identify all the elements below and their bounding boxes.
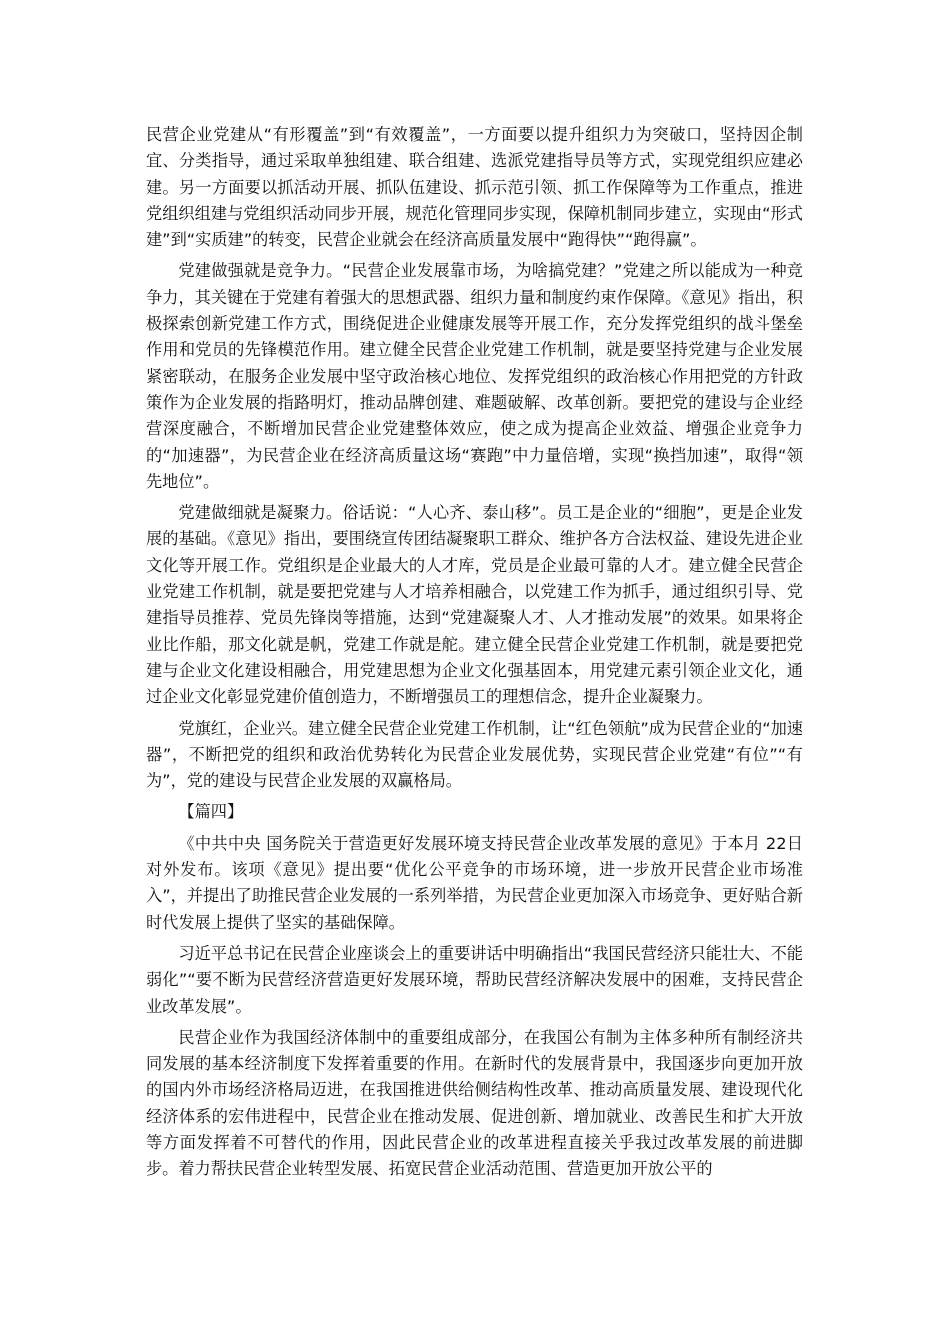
paragraph-4: 党旗红，企业兴。建立健全民营企业党建工作机制，让“红色领航”成为民营企业的“加速器”，不断把党的组织和政治优势转化为民营企业发展优势，实现民营企业党建“有位”“有为”，党的建设与民营企业发展的双赢格局。 <box>146 718 803 791</box>
section-paragraph-3: 民营企业作为我国经济体制中的重要组成部分，在我国公有制为主体多种所有制经济共同发展的基本经济制度下发挥着重要的作用。在新时代的发展背景中，我国逐步向更加开放的国内外市场经济格局迈进，在我国推进供给侧结构性改革、推动高质量发展、建设现代化经济体系的宏伟进程中，民营企业在推动发展、促进创新、增加就业、改善民生和扩大开放等方面发挥着不可替代的作用，因此民营企业的改革进程直接关乎我过改革发展的前进脚步。着力帮扶民营企业转型发展、拓宽民营企业活动范围、营造更加开放公平的 <box>146 1027 803 1179</box>
section-paragraph-1: 《中共中央 国务院关于营造更好发展环境支持民营企业改革发展的意见》于本月 22日对外发布。该项《意见》提出要“优化公平竞争的市场环境，进一步放开民营企业市场准入”，并提出了助推民营企业发展的一系列举措，为民营企业更加深入市场竞争、更好贴合新时代发展上提供了坚实的基础保障。 <box>146 833 803 932</box>
paragraph-1: 民营企业党建从“有形覆盖”到“有效覆盖”，一方面要以提升组织力为突破口，坚持因企制宜、分类指导，通过采取单独组建、联合组建、选派党建指导员等方式，实现党组织应建必建。另一方面要以抓活动开展、抓队伍建设、抓示范引领、抓工作保障等为工作重点，推进党组织组建与党组织活动同步开展，规范化管理同步实现，保障机制同步建立，实现由“形式建”到“实质建”的转变，民营企业就会在经济高质量发展中“跑得快”“跑得赢”。 <box>146 125 803 250</box>
paragraph-2: 党建做强就是竞争力。“民营企业发展靠市场，为啥搞党建？”党建之所以能成为一种竞争力，其关键在于党建有着强大的思想武器、组织力量和制度约束作保障。《意见》指出，积极探索创新党建工作方式，围绕促进企业健康发展等开展工作，充分发挥党组织的战斗堡垒作用和党员的先锋模范作用。建立健全民营企业党建工作机制，就是要坚持党建与企业发展紧密联动，在服务企业发展中坚守政治核心地位、发挥党组织的政治核心作用把党的方针政策作为企业发展的指路明灯，推动品牌创建、难题破解、改革创新。要把党的建设与企业经营深度融合，不断增加民营企业党建整体效应，使之成为提高企业效益、增强企业竞争力的“加速器”，为民营企业在经济高质量这场“赛跑”中力量倍增，实现“换挡加速”，取得“领先地位”。 <box>146 261 803 491</box>
section-paragraph-2: 习近平总书记在民营企业座谈会上的重要讲话中明确指出“我国民营经济只能壮大、不能弱化”“要不断为民营经济营造更好发展环境，帮助民营经济解决发展中的困难，支持民营企业改革发展”。 <box>146 943 803 1016</box>
section-heading: 【篇四】 <box>178 802 244 822</box>
paragraph-3: 党建做细就是凝聚力。俗话说：“人心齐、泰山移”。员工是企业的“细胞”，更是企业发展的基础。《意见》指出，要围绕宣传团结凝聚职工群众、维护各方合法权益、建设先进企业文化等开展工作。党组织是企业最大的人才库，党员是企业最可靠的人才。建立健全民营企业党建工作机制，就是要把党建与人才培养相融合，以党建工作为抓手，通过组织引导、党建指导员推荐、党员先锋岗等措施，达到“党建凝聚人才、人才推动发展”的效果。如果将企业比作船，那文化就是帆，党建工作就是舵。建立健全民营企业党建工作机制，就是要把党建与企业文化建设相融合，用党建思想为企业文化强基固本，用党建元素引领企业文化，通过企业文化彰显党建价值创造力，不断增强员工的理想信念，提升企业凝聚力。 <box>146 503 803 707</box>
document-page <box>146 122 803 1188</box>
